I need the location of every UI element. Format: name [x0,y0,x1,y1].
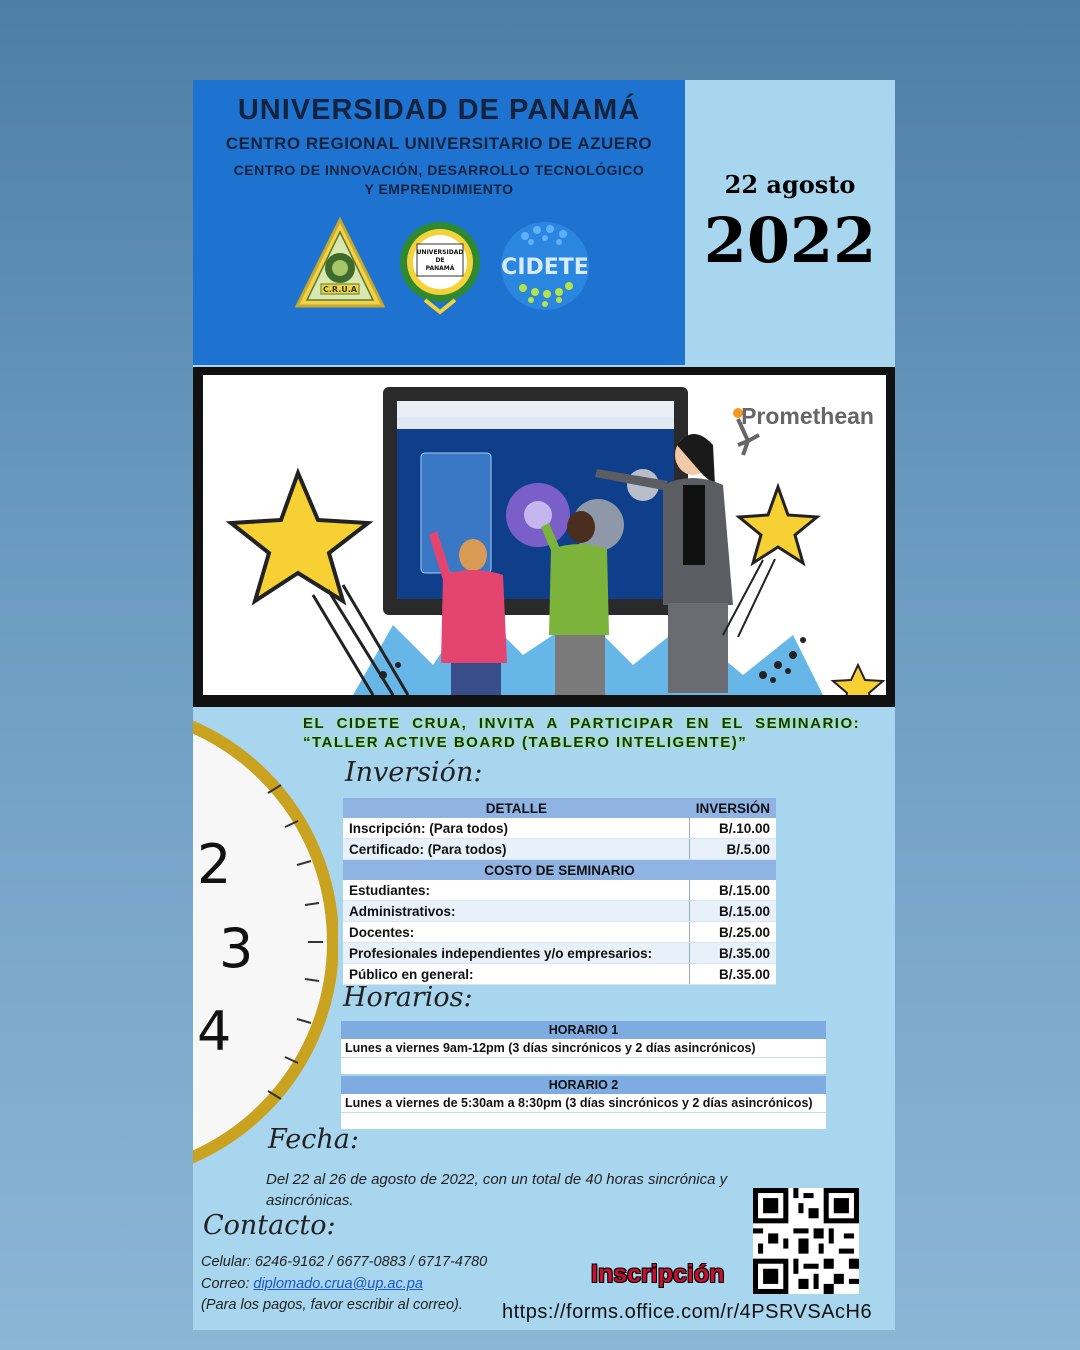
clock-number-3: 3 [219,917,254,980]
promethean-brand: Promethean [741,403,874,429]
pricing-section-row [343,860,776,881]
row-label: Administrativos: [343,901,690,922]
table-row [343,880,776,901]
schedule-1 [341,1021,826,1074]
regional-center-name: CENTRO REGIONAL UNIVERSITARIO DE AZUERO [225,134,653,153]
pricing-header-row [343,798,776,818]
innovation-center-name-line2: Y EMPRENDIMIENTO [364,181,514,197]
schedule-2-text: Lunes a viernes de 5:30am a 8:30pm (3 días sincrónicos y 2 días asincrónicos) [341,1094,826,1113]
invite-line-1: EL CIDETE CRUA, INVITA A PARTICIPAR EN EL SEMINARIO: [303,715,861,732]
row-label: Inscripción: (Para todos) [343,818,690,839]
inscription-url[interactable]: https://forms.office.com/r/4PSRVSAcH6 [502,1301,873,1323]
pricing-header-detail: DETALLE [343,798,690,818]
row-value: B/.35.00 [690,943,776,964]
seal-text-1: UNIVERSIDAD [416,249,464,256]
event-date-day: 22 agosto [724,170,856,199]
row-value: B/.35.00 [690,964,776,985]
event-date-year: 2022 [703,204,877,277]
clock-number-4: 4 [197,1000,232,1063]
table-row [343,818,776,839]
pricing-table [343,798,776,985]
fecha-text [266,1169,786,1211]
crua-logo-text: C.R.U.A [323,285,357,294]
table-row [343,839,776,860]
schedule-2-head: HORARIO 2 [341,1076,826,1094]
qr-code[interactable] [753,1188,859,1294]
crua-logo [293,216,387,310]
inversion-heading: Inversión: [345,757,483,788]
pricing-header-amount: INVERSIÓN [690,798,776,818]
row-label: Docentes: [343,922,690,943]
horarios-heading: Horarios: [343,982,473,1013]
innovation-center-name-line1: CENTRO DE INNOVACIÓN, DESARROLLO TECNOLÓGICO [233,162,645,178]
fecha-heading: Fecha: [268,1124,359,1155]
fecha-line-1: Del 22 al 26 de agosto de 2022, con un total de 40 horas sincrónica y [266,1171,728,1188]
seminar-poster [193,80,895,1330]
table-row [343,901,776,922]
header-panel [193,80,685,365]
row-label: Estudiantes: [343,880,690,901]
contact-phone: Celular: 6246-9162 / 6677-0883 / 6717-4780 [201,1254,488,1270]
row-value: B/.25.00 [690,922,776,943]
row-label: Profesionales independientes y/o empresarios: [343,943,690,964]
university-name: UNIVERSIDAD DE PANAMÁ [237,94,641,126]
invite-line-2: “TALLER ACTIVE BOARD (TABLERO INTELIGENTE)” [303,734,748,751]
seal-text-2: DE [435,257,445,264]
table-row [343,943,776,964]
contact-email-line [201,1276,423,1292]
email-link[interactable]: diplomado.crua@up.ac.pa [253,1276,423,1292]
row-value: B/.15.00 [690,880,776,901]
payment-note: (Para los pagos, favor escribir al correo). [201,1297,463,1313]
row-label: Certificado: (Para todos) [343,839,690,860]
cidete-logo [495,216,595,316]
schedule-1-text: Lunes a viernes 9am-12pm (3 días sincrónicos y 2 días asincrónicos) [341,1039,826,1058]
cidete-logo-text: CIDETE [501,255,589,280]
table-row [343,922,776,943]
pricing-section-title: COSTO DE SEMINARIO [343,860,776,881]
classroom-photo [193,367,895,707]
university-seal [395,216,485,316]
inscription-label: Inscripción [591,1260,725,1288]
fecha-line-2: asincrónicas. [266,1192,354,1209]
row-label: Público en general: [343,964,690,985]
schedule-2 [341,1076,826,1129]
clock-number-2: 2 [197,833,232,896]
seal-text-3: PANAMÁ [425,265,455,272]
row-value: B/.5.00 [690,839,776,860]
row-value: B/.10.00 [690,818,776,839]
contacto-heading: Contacto: [203,1210,336,1241]
clock-graphic [193,705,338,1180]
email-label: Correo: [201,1276,254,1292]
row-value: B/.15.00 [690,901,776,922]
schedule-1-head: HORARIO 1 [341,1021,826,1039]
